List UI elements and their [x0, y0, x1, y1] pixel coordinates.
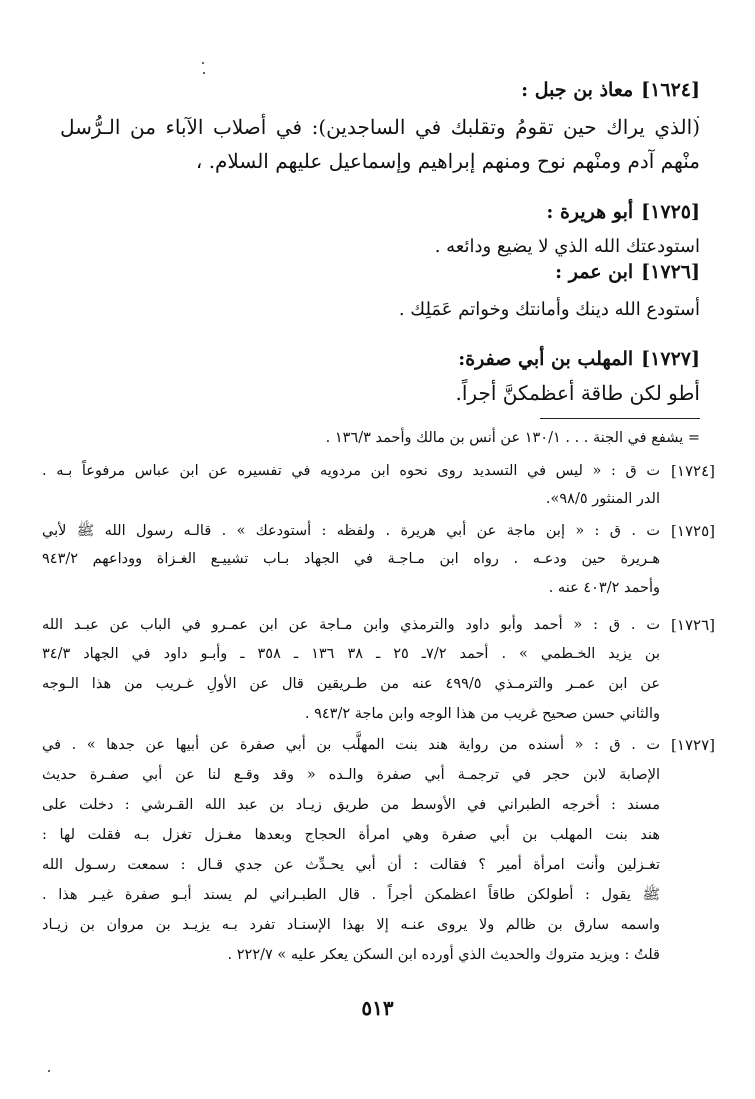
- footnote-number: [١٧٢٧]: [671, 736, 715, 754]
- entry-number: [١٦٢٤]: [641, 79, 700, 101]
- footnote-number: [١٧٢٤]: [671, 462, 715, 480]
- footnote-line: قلتُ : ويزيد متروك والحديث الذي أورده ابن السكن يعكر عليه » ٢٢٢/٧ .: [227, 947, 660, 963]
- stray-mark: [48, 1070, 50, 1072]
- entry-number: [١٧٢٧]: [641, 348, 700, 370]
- footnote-separator: [540, 418, 700, 419]
- entry-text-line: (الذي يراك حين تقومُ وتقلبك في الساجدين): في أصلاب الآباء من الـرُّسل: [60, 115, 700, 139]
- stray-mark: [202, 62, 204, 64]
- footnote-line: ت . ق : « أحمد وأبو داود والترمذي وابن مـاجة عن ابن عمـرو في الباب عن عبـد الله: [42, 617, 660, 633]
- footnote-line: ت . ق : « إبن ماجة عن أبي هريرة . ولفظه : أستودعك » . قالـه رسول الله ﷺ لأبي: [42, 523, 660, 539]
- entry-narrator: أبو هريرة :: [546, 201, 634, 223]
- footnote-line: بن يزيد الخـطمي » . أحمد ٧/٢ـ ٢٥ ـ ٣٨ ١٣٦ ـ ٣٥٨ ـ وأبـو داود في الجهاد ٣٤/٣: [42, 646, 661, 662]
- entry-text-line: أستودع الله دينك وأمانتك وخواتم عَمَلِك .: [398, 299, 700, 320]
- entry-text-line: أطو لكن طاقة أعظمكنَّ أجراً.: [455, 381, 700, 405]
- page-number: ٥١٣: [361, 996, 394, 1020]
- footnote-line: واسمه سارق بن ظالم ولا يروى عنـه إلا بهذا الإسنـاد تفرد بـه يزيـد بن مروان بن زيـاد: [42, 917, 660, 933]
- footnote-line: عن ابن عمـر والترمـذي ٤٩٩/٥ عنه من طـريقين قال عن الأولِ غـريب من هذا الـوجه: [42, 676, 660, 692]
- stray-mark: [203, 72, 205, 74]
- footnote-continuation: = يشفع في الجنة . . . ١٣٠/١ عن أنس بن مالك وأحمد ١٣٦/٣ .: [325, 430, 700, 446]
- footnote-line: الإصابة لابن حجر في ترجمـة أبي صفرة والـده « وقد وقـع لنا عن أبي صفـرة حديث: [42, 767, 660, 783]
- footnote-line: وأحمد ٤٠٣/٢ عنه .: [548, 580, 660, 596]
- entry-number: [١٧٢٦]: [641, 261, 700, 283]
- entry-heading: [60, 258, 700, 286]
- footnote-line: ﷺ يقول : أطولكن طاقاً اعظمكن أجراً . قال الطبـراني لم يسند أبـو صفرة غيـر هذا .: [42, 887, 660, 903]
- entry-text-line: استودعتك الله الذي لا يضيع ودائعه .: [434, 236, 700, 257]
- footnote-line: تغـزلين وأنت امرأة أمير ؟ فقالت : أن أبي يحـدِّث عن جدي قـال : سمعت رسـول الله: [42, 857, 660, 873]
- footnote-number: [١٧٢٥]: [671, 522, 715, 540]
- entry-heading: [60, 76, 700, 104]
- entry-narrator: المهلب بن أبي صفرة:: [458, 348, 634, 370]
- footnote-line: مسند : أخرجه الطبراني في الأوسط من طريق زيـاد بن عبد الله القـرشي : دخلت على: [42, 797, 660, 813]
- footnote-line: والثاني حسن صحيح غريب من هذا الوجه وابن ماجة ٩٤٣/٢ .: [304, 706, 660, 722]
- footnote-number: [١٧٢٦]: [671, 616, 715, 634]
- entry-heading: [60, 345, 700, 373]
- entry-heading: [60, 198, 700, 226]
- footnote-line: هند بنت المهلب بن أبي صفرة وهي امرأة الحجاج وبعدها مغـزل تغزل بـه فقلت لها :: [42, 827, 660, 843]
- entry-number: [١٧٢٥]: [641, 201, 700, 223]
- footnote-line: الدر المنثور ٩٨/٥».: [545, 491, 660, 507]
- footnote-line: ت . ق : « أسنده من رواية هند بنت المهلَّب بن أبي صفرة عن أبيها عن جدها » . في: [42, 737, 660, 753]
- footnote-line: هـريرة حين ودعـه . رواه ابن مـاجـة في الجهاد بـاب تشييـع الغـزاة ووداعهم ٩٤٣/٢: [42, 551, 660, 567]
- entry-narrator: ابن عمر :: [555, 261, 634, 283]
- entry-narrator: معاذ بن جبل :: [521, 79, 634, 101]
- entry-text-line: منْهم آدم ومنْهم نوح ومنهم إبراهيم وإسماعيل عليهم السلام. ،: [195, 149, 700, 173]
- footnote-line: ت ق : « ليس في التسديد روى نحوه ابن مردويه في تفسيره عن ابن عباس مرفوعاً بـه .: [42, 463, 660, 479]
